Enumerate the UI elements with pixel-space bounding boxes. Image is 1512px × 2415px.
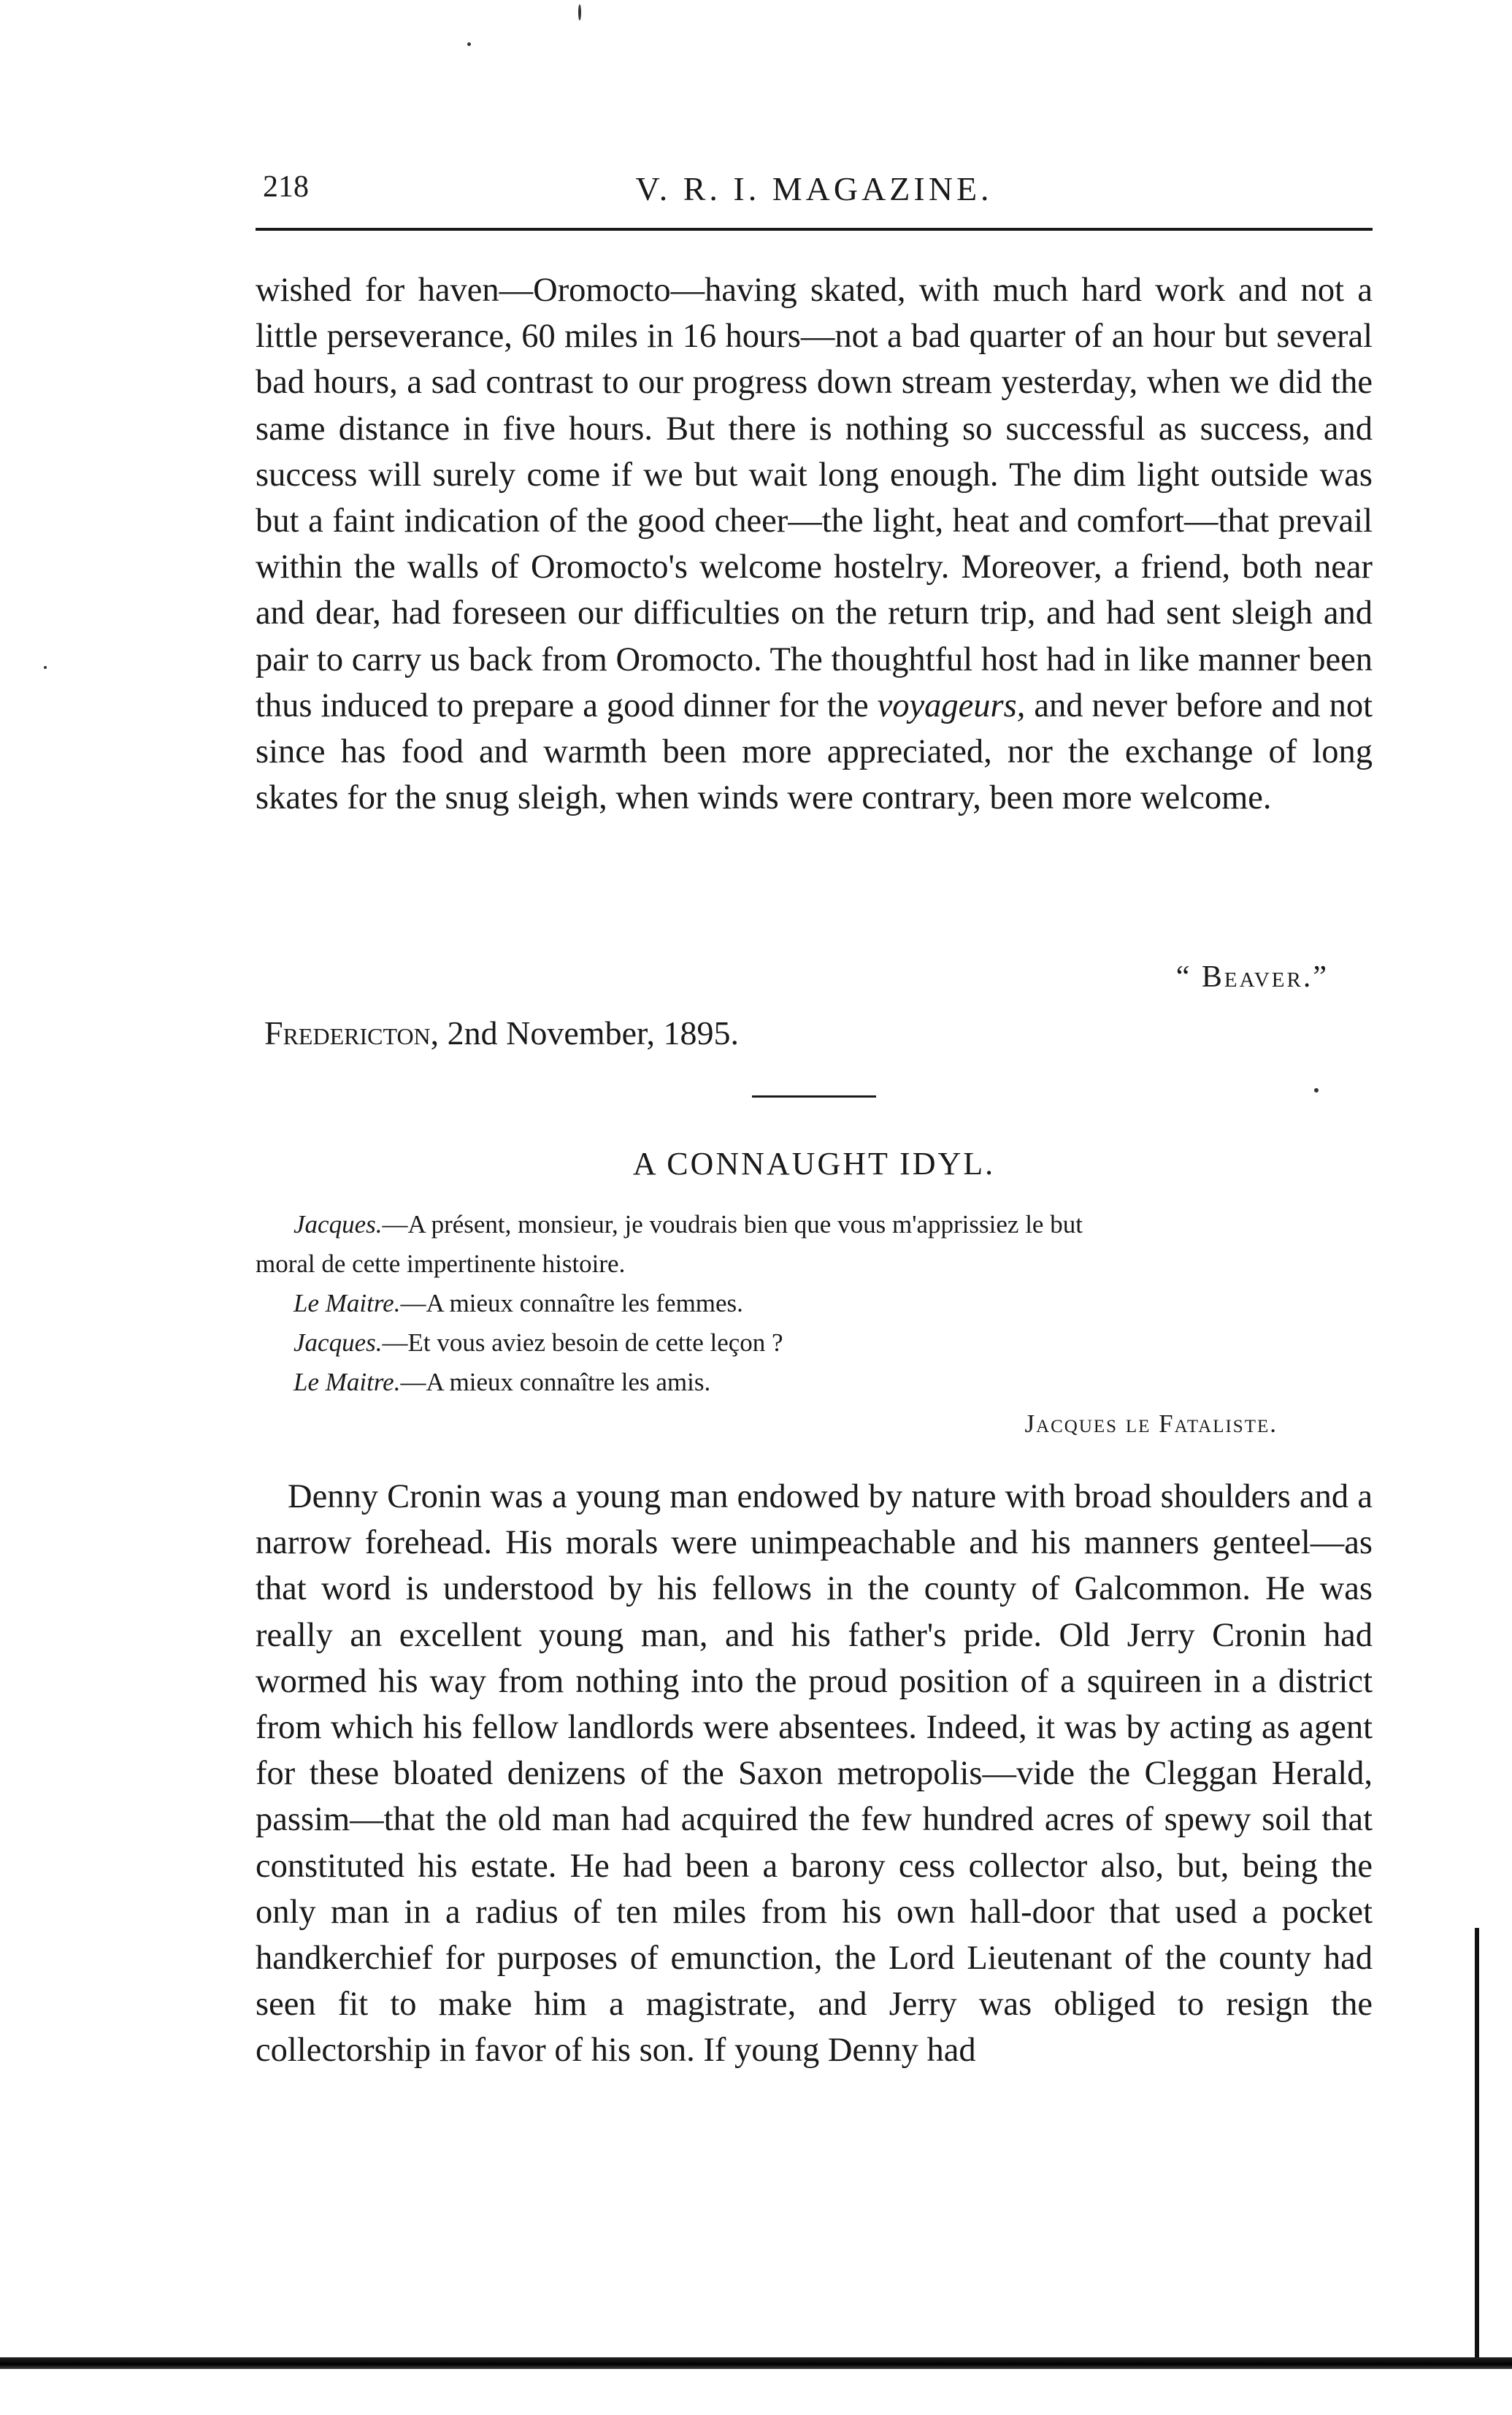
epigraph: [256, 1205, 1373, 1402]
page-header: [256, 169, 1373, 221]
epigraph-attribution: Jacques le Fataliste.: [1024, 1409, 1278, 1438]
dateline: [264, 1014, 739, 1052]
second-article-paragraph: Denny Cronin was a young man endowed by nature with broad shoulders and a narrow forehead. His morals were unimpeachable and his manners genteel—as that word is understood by his fellows in the county of Galcommon. He was really an excellent young man, and his father's pride. Old Jerry Cronin had wormed his way from nothing into the proud position of a squireen in a district from which his fellow landlords were absentees. Indeed, it was by acting as agent for these bloated denizens of the Saxon metropolis—vide the Cleggan Herald, passim—that the old man had acquired the few hundred acres of spewy soil that constituted his estate. He had been a barony cess collector also, but, being the only man in a radius of ten miles from his own hall-door that used a pocket handkerchief for purposes of emunction, the Lord Lieutenant of the county had seen fit to make him a magistrate, and Jerry was obliged to resign the collectorship in favor of his son. If young Denny had: [256, 1478, 1373, 2070]
page-bottom-edge: [0, 2357, 1512, 2369]
second-article-body: [256, 1474, 1373, 2074]
first-article-text: wished for haven—Oromocto—having skated, with much hard work and not a little perseverance, 60 miles in 16 hours—not a bad quarter of an hour but several bad hours, a sad contrast to our progress down stream yesterday, when we did the same distance in five hours. But there is nothing so successful as success, and success will surely come if we but wait long enough. The dim light outside was but a faint indication of the good cheer—the light, heat and comfort—that prevail within the walls of Oromocto's welcome hostelry. Moreover, a friend, both near and dear, had foreseen our difficulties on the return trip, and had sent sleigh and pair to carry us back from Oromocto. The thoughtful host had in like manner been thus induced to prepare a good dinner for the: [256, 272, 1373, 724]
epigraph-line: [256, 1284, 1373, 1323]
header-rule: [256, 228, 1373, 231]
scan-speck: [1314, 1088, 1319, 1092]
scan-speck: [467, 42, 471, 46]
section-divider: [752, 1095, 876, 1098]
scan-speck: [578, 4, 581, 20]
first-article-body: [256, 267, 1373, 821]
article-signature: “ Beaver.”: [1175, 960, 1329, 994]
dateline-place: Fredericton,: [264, 1014, 440, 1052]
scan-speck: [44, 666, 47, 669]
epigraph-line: [256, 1323, 1373, 1363]
running-title: V. R. I. MAGAZINE.: [635, 170, 993, 207]
epigraph-speaker: Le Maitre.: [293, 1289, 401, 1317]
epigraph-line: [256, 1363, 1373, 1402]
epigraph-text: —Et vous aviez besoin de cette leçon ?: [382, 1328, 783, 1357]
page-number: 218: [263, 170, 309, 204]
epigraph-line-continued: moral de cette impertinente histoire.: [256, 1249, 626, 1278]
epigraph-text: —A mieux connaître les amis.: [400, 1368, 711, 1396]
dateline-date: 2nd November, 1895.: [439, 1014, 739, 1052]
first-article-paragraph: [256, 267, 1373, 821]
epigraph-text: —A mieux connaître les femmes.: [400, 1289, 743, 1317]
article-title: A CONNAUGHT IDYL.: [632, 1146, 996, 1182]
epigraph-speaker: Jacques.: [293, 1328, 383, 1357]
page-edge-shadow: [1475, 1928, 1479, 2366]
first-article-text-end: and never before and not since has food and warmth been more appreciated, nor the exchange of long skates for the snug sleigh, when winds were contrary, been more welcome.: [256, 686, 1373, 817]
epigraph-line: [256, 1205, 1373, 1244]
epigraph-speaker: Le Maitre.: [293, 1368, 401, 1396]
epigraph-text: —A présent, monsieur, je voudrais bien que vous m'apprissiez le but: [382, 1210, 1083, 1239]
epigraph-speaker: Jacques.: [293, 1210, 383, 1239]
italic-word: voyageurs,: [877, 686, 1026, 724]
